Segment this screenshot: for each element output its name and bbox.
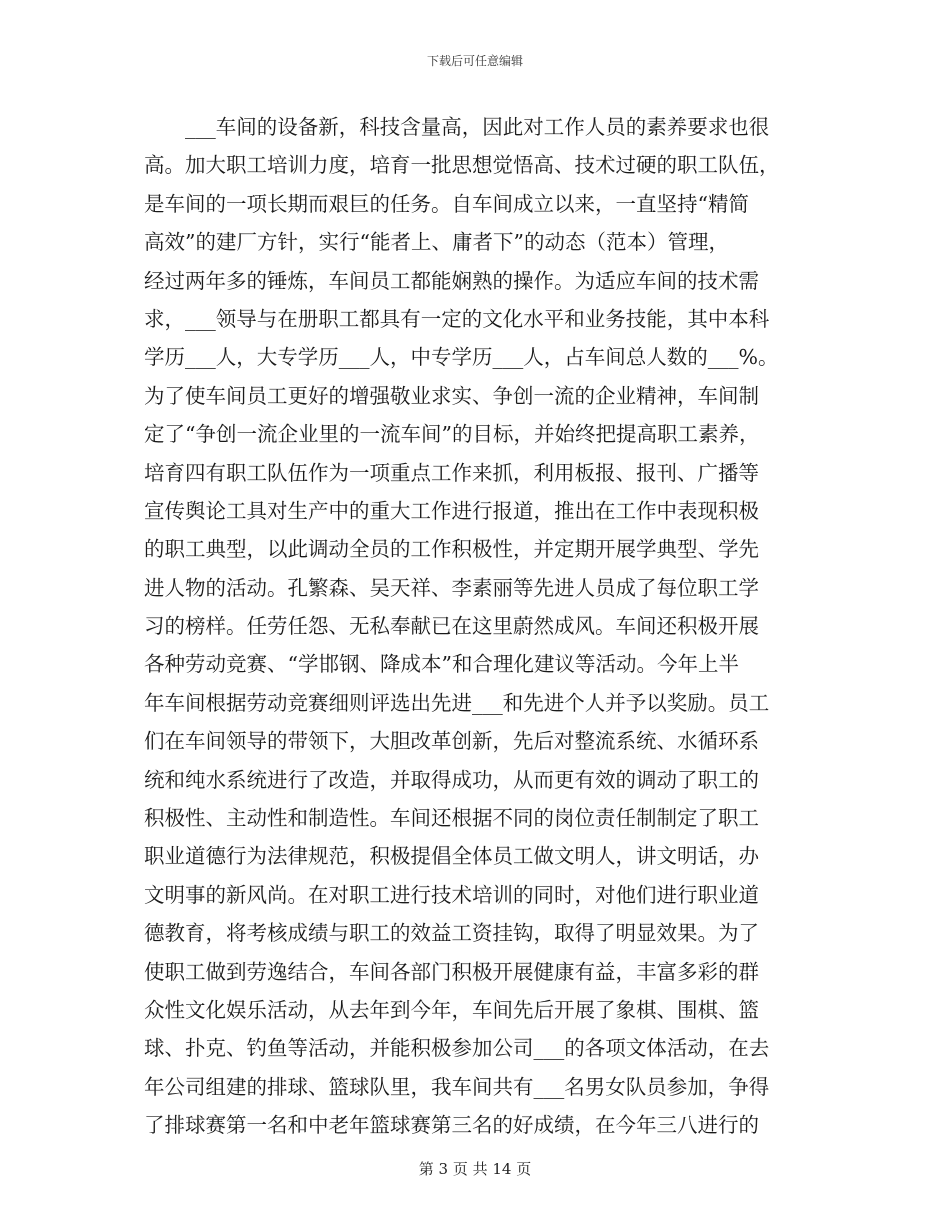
paragraph-line: 为了使车间员工更好的增强敬业求实、争创一流的企业精神，车间制 [144, 383, 759, 408]
paragraph-line: 进人物的活动。孔繁森、吴天祥、李素丽等先进人员成了每位职工学 [144, 575, 759, 600]
paragraph-line: 求，___领导与在册职工都具有一定的文化水平和业务技能，其中本科 [144, 306, 770, 331]
paragraph-line: 各种劳动竞赛、“学邯钢、降成本”和合理化建议等活动。今年上半 [144, 652, 739, 677]
paragraph-line: 职业道德行为法律规范，积极提倡全体员工做文明人，讲文明话，办 [144, 844, 759, 869]
page-header: 下载后可任意编辑 [426, 54, 523, 68]
paragraph-line: 学历___人，大专学历___人，中专学历___人，占车间总人数的___%。 [144, 345, 779, 370]
paragraph-line: 德教育，将考核成绩与职工的效益工资挂钩，取得了明显效果。为了 [144, 921, 759, 946]
paragraph-line: ___车间的设备新，科技含量高，因此对工作人员的素养要求也很 [185, 115, 770, 139]
page-number: 第 3 页 共 14 页 [418, 1160, 532, 1178]
paragraph-line: 高效”的建厂方针，实行“能者上、庸者下”的动态（范本）管理， [144, 230, 729, 255]
paragraph-line: 宣传舆论工具对生产中的重大工作进行报道，推出在工作中表现积极 [144, 498, 759, 523]
paragraph-line: 习的榜样。任劳任怨、无私奉献已在这里蔚然成风。车间还积极开展 [144, 614, 759, 639]
paragraph-line: 使职工做到劳逸结合，车间各部门积极开展健康有益，丰富多彩的群 [144, 959, 759, 984]
paragraph-line: 积极性、主动性和制造性。车间还根据不同的岗位责任制制定了职工 [144, 806, 759, 831]
paragraph-line: 高。加大职工培训力度，培育一批思想觉悟高、技术过硬的职工队伍， [144, 153, 780, 178]
paragraph-line: 定了“争创一流企业里的一流车间”的目标，并始终把提高职工素养， [144, 422, 760, 447]
paragraph-line: 众性文化娱乐活动，从去年到今年，车间先后开展了象棋、围棋、篮 [144, 997, 759, 1022]
paragraph-line: 的职工典型，以此调动全员的工作积极性，并定期开展学典型、学先 [144, 537, 759, 562]
paragraph-line: 是车间的一项长期而艰巨的任务。自车间成立以来，一直坚持“精简 [144, 191, 749, 216]
paragraph-line: 球、扑克、钓鱼等活动，并能积极参加公司___的各项文体活动，在去 [144, 1036, 770, 1061]
paragraph-line: 们在车间领导的带领下，大胆改革创新，先后对整流系统、水循环系 [144, 729, 759, 754]
paragraph-line: 培育四有职工队伍作为一项重点工作来抓，利用板报、报刊、广播等 [144, 460, 759, 485]
paragraph-line: 年公司组建的排球、篮球队里，我车间共有___名男女队员参加，争得 [144, 1074, 770, 1099]
paragraph-line: 经过两年多的锤炼，车间员工都能娴熟的操作。为适应车间的技术需 [144, 268, 759, 293]
paragraph-line: 统和纯水系统进行了改造，并取得成功，从而更有效的调动了职工的 [144, 767, 759, 792]
paragraph-line: 文明事的新风尚。在对职工进行技术培训的同时，对他们进行职业道 [144, 882, 759, 907]
document-body [144, 108, 810, 1145]
paragraph-line: 了排球赛第一名和中老年篮球赛第三名的好成绩，在今年三八进行的 [144, 1113, 759, 1138]
paragraph-line: 年车间根据劳动竞赛细则评选出先进___和先进个人并予以奖励。员工 [144, 690, 770, 715]
